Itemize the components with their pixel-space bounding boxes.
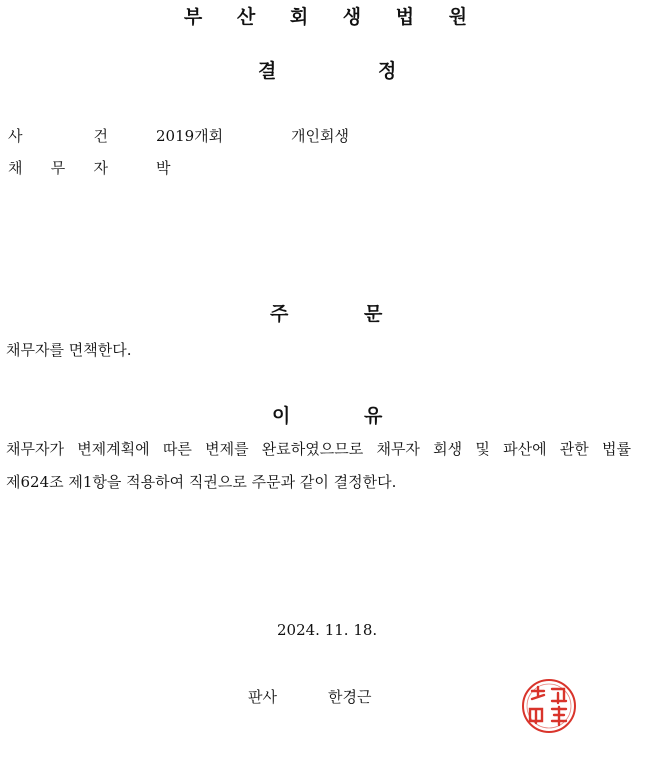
reason-heading-left: 이 bbox=[272, 405, 291, 427]
case-label-char: 사 bbox=[8, 127, 23, 145]
case-label bbox=[8, 125, 108, 146]
debtor-label bbox=[8, 157, 108, 178]
debtor-label-char: 자 bbox=[93, 159, 108, 177]
case-number: 2019개회 bbox=[156, 127, 224, 145]
judge-seal bbox=[518, 677, 580, 735]
case-label-char: 건 bbox=[93, 127, 108, 145]
reason-text-line-1: 채무자가 변제계획에 따른 변제를 완료하였으므로 채무자 회생 및 파산에 관한 법률 bbox=[6, 440, 631, 458]
title-left: 결 bbox=[258, 60, 277, 82]
debtor-label-char: 채 bbox=[8, 159, 23, 177]
court-name: 부 산 회 생 법 원 bbox=[183, 6, 482, 28]
debtor-label-char: 무 bbox=[50, 159, 66, 177]
title-right: 정 bbox=[378, 60, 397, 82]
decision-date: 2024. 11. 18. bbox=[277, 621, 378, 639]
judge-title: 판사 bbox=[248, 688, 277, 706]
reason-heading-right: 유 bbox=[364, 405, 383, 427]
debtor-name: 박 bbox=[156, 159, 171, 177]
order-heading-left: 주 bbox=[270, 303, 289, 325]
judge-name: 한경근 bbox=[328, 688, 372, 706]
reason-text-line-2: 제624조 제1항을 적용하여 직권으로 주문과 같이 결정한다. bbox=[6, 473, 397, 491]
order-heading-right: 문 bbox=[364, 303, 383, 325]
order-text: 채무자를 면책한다. bbox=[6, 341, 132, 359]
case-type: 개인회생 bbox=[291, 127, 349, 145]
